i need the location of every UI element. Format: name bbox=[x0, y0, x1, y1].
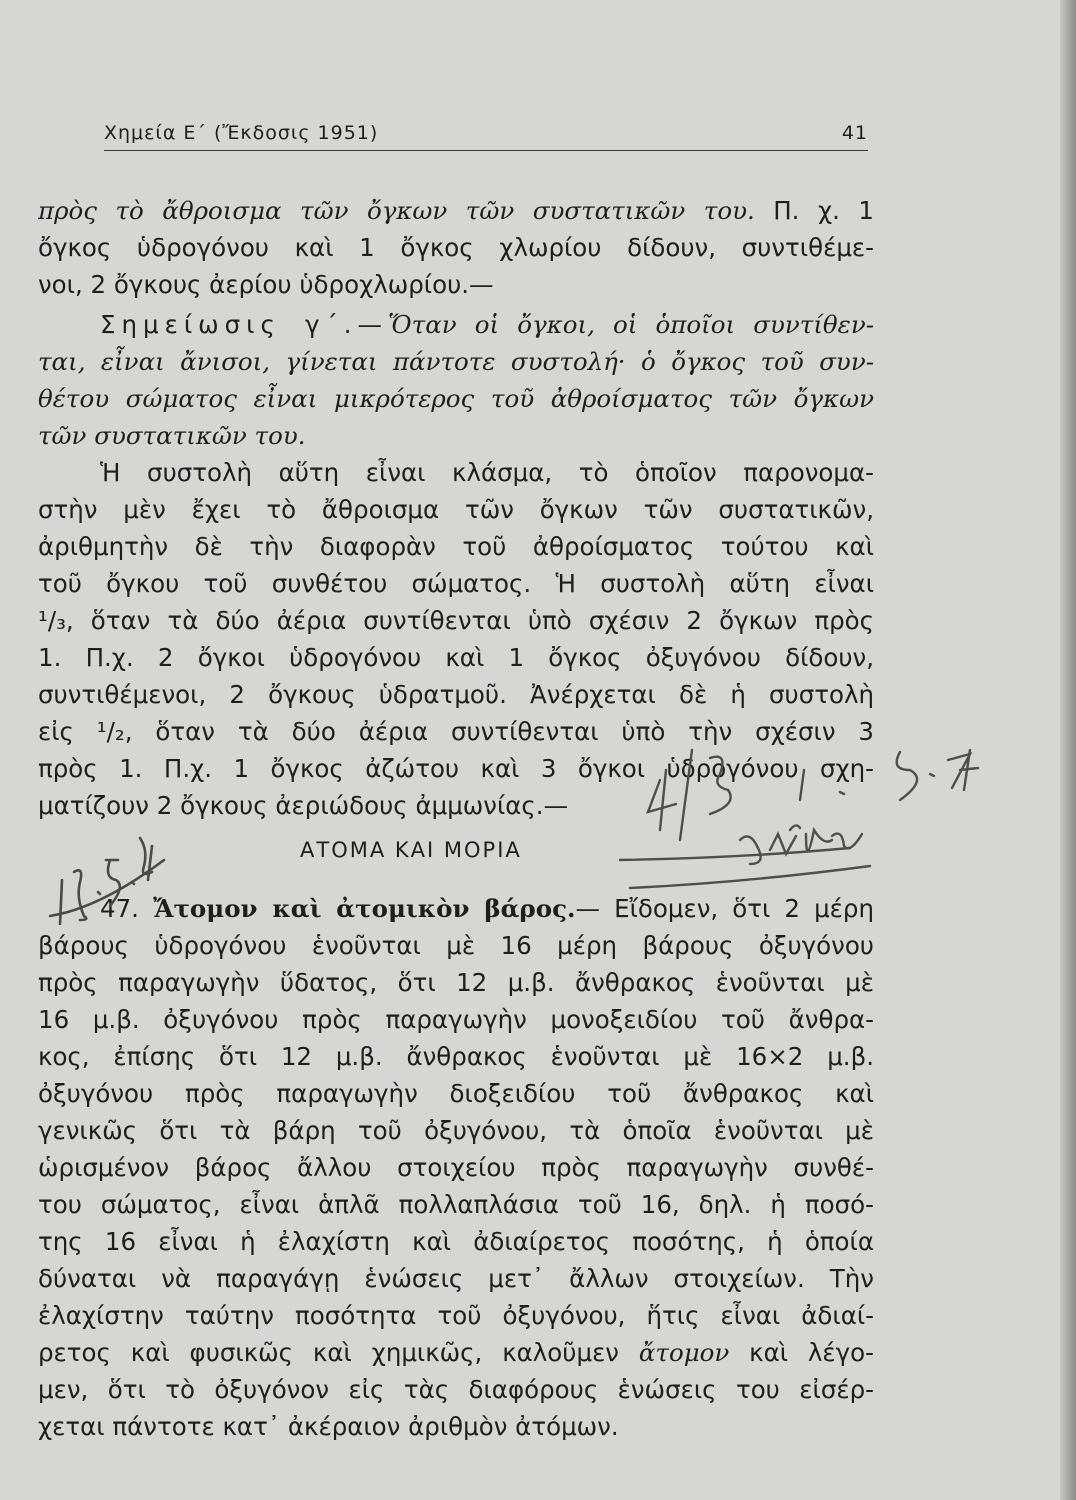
plain-text: Π. χ. 1 bbox=[754, 196, 874, 225]
page-number: 41 bbox=[841, 122, 868, 144]
text-line: ὀξυγόνου πρὸς παραγωγὴν διοξειδίου τοῦ ἄνθρακος καὶ bbox=[38, 1079, 874, 1108]
text-line: της 16 εἶναι ἡ ἐλαχίστη καὶ ἀδιαίρετος ποσότης, ἡ ὁποία bbox=[38, 1227, 874, 1256]
text-line: μεν, ὅτι τὸ ὀξυγόνον εἰς τὰς διαφόρους ἑνώσεις του εἰσέρ- bbox=[38, 1375, 874, 1404]
text-line: νοι, 2 ὄγκους ἀερίου ὑδροχλωρίου.— bbox=[38, 270, 494, 299]
text-line: γενικῶς ὅτι τὰ βάρη τοῦ ὀξυγόνου, τὰ ὁποῖα ἑνοῦνται μὲ bbox=[38, 1116, 874, 1145]
text-line: εἰς ¹/₂, ὅταν τὰ δύο ἀέρια συντίθενται ὑπὸ τὴν σχέσιν 3 bbox=[38, 717, 874, 746]
text-line: 16 μ.β. ὀξυγόνου πρὸς παραγωγὴν μονοξειδίου τοῦ ἄνθρα- bbox=[38, 1005, 874, 1034]
paragraph-continuation bbox=[38, 192, 874, 303]
plain-text: — Εἴδομεν, ὅτι 2 μέρη bbox=[575, 894, 874, 923]
text-line bbox=[38, 890, 874, 927]
text-line: βάρους ὑδρογόνου ἑνοῦνται μὲ 16 μέρη βάρους ὀξυγόνου bbox=[38, 931, 874, 960]
italic-term: ἄτομον bbox=[638, 1338, 730, 1367]
text-line: δύναται νὰ παραγάγῃ ἑνώσεις μετ᾽ ἄλλων στοιχείων. Τὴν bbox=[38, 1264, 874, 1293]
text-line: κος, ἐπίσης ὅτι 12 μ.β. ἄνθρακος ἑνοῦνται μὲ 16×2 μ.β. bbox=[38, 1042, 874, 1071]
text-line: ὄγκος ὑδρογόνου καὶ 1 ὄγκος χλωρίου δίδουν, συντιθέμε- bbox=[38, 233, 874, 262]
text-line: ἀριθμητὴν δὲ τὴν διαφορὰν τοῦ ἀθροίσματος τούτου καὶ bbox=[38, 532, 874, 561]
text-line: θέτου σώματος εἶναι μικρότερος τοῦ ἀθροίσματος τῶν ὄγκων bbox=[38, 384, 874, 413]
text-line: Ἡ συστολὴ αὕτη εἶναι κλάσμα, τὸ ὁποῖον παρονομα- bbox=[100, 458, 874, 487]
text-line: ¹/₃, ὅταν τὰ δύο ἀέρια συντίθενται ὑπὸ σχέσιν 2 ὄγκων πρὸς bbox=[38, 606, 874, 635]
text-line bbox=[38, 306, 874, 343]
text-line: του σώματος, εἶναι ἁπλᾶ πολλαπλάσια τοῦ 16, δηλ. ἡ ποσό- bbox=[38, 1190, 874, 1219]
section-heading: ΑΤΟΜΑ ΚΑΙ ΜΟΡΙΑ bbox=[300, 838, 522, 862]
text-line: πρὸς παραγωγὴν ὕδατος, ὅτι 12 μ.β. ἄνθρακος ἑνοῦνται μὲ bbox=[38, 968, 874, 997]
text-line bbox=[38, 192, 874, 229]
text-line: ὡρισμένον βάρος ἄλλου στοιχείου πρὸς παραγωγὴν συνθέ- bbox=[38, 1153, 874, 1182]
text-line: χεται πάντοτε κατ᾽ ἀκέραιον ἀριθμὸν ἀτόμων. bbox=[38, 1412, 619, 1441]
text-line: πρὸς 1. Π.χ. 1 ὄγκος ἀζώτου καὶ 3 ὄγκοι ὑδρογόνου σχη- bbox=[38, 754, 874, 783]
paragraph-47 bbox=[38, 890, 874, 1445]
page-edge-shadow bbox=[1060, 0, 1076, 1500]
text-line: ται, εἶναι ἄνισοι, γίνεται πάντοτε συστολή· ὁ ὄγκος τοῦ συν- bbox=[38, 347, 874, 376]
text-line: τοῦ ὄγκου τοῦ συνθέτου σώματος. Ἡ συστολὴ αὕτη εἶναι bbox=[38, 569, 874, 598]
text-line: στὴν μὲν ἔχει τὸ ἄθροισμα τῶν ὄγκων τῶν συστατικῶν, bbox=[38, 495, 874, 524]
text-line: ματίζουν 2 ὄγκους ἀεριώδους ἀμμωνίας.— bbox=[38, 791, 569, 820]
note-gamma bbox=[38, 306, 874, 454]
running-head bbox=[104, 118, 868, 151]
header-title: Χημεία Ε΄ (Ἔκδοσις 1951) bbox=[104, 122, 379, 144]
plain-text: ρετος καὶ φυσικῶς καὶ χημικῶς, καλοῦμεν bbox=[38, 1338, 639, 1367]
text-line bbox=[38, 1334, 874, 1371]
text-line: τῶν συστατικῶν του. bbox=[38, 421, 306, 450]
text-line: 1. Π.χ. 2 ὄγκοι ὑδρογόνου καὶ 1 ὄγκος ὀξυγόνου δίδουν, bbox=[38, 643, 874, 672]
section-number: 47. bbox=[100, 894, 139, 923]
note-label: Σημείωσις γ΄.— bbox=[100, 310, 389, 339]
text-line: ἐλαχίστην ταύτην ποσότητα τοῦ ὀξυγόνου, ἥτις εἶναι ἀδιαί- bbox=[38, 1301, 874, 1330]
italic-text: πρὸς τὸ ἄθροισμα τῶν ὄγκων τῶν συστατικῶν του. bbox=[38, 196, 755, 225]
italic-text: Ὅταν οἱ ὄγκοι, οἱ ὁποῖοι συντίθεν- bbox=[388, 310, 874, 339]
text-line: συντιθέμενοι, 2 ὄγκους ὑδρατμοῦ. Ἀνέρχεται δὲ ἡ συστολὴ bbox=[38, 680, 874, 709]
section-title: Ἄτομον καὶ ἀτομικὸν βάρος. bbox=[153, 894, 576, 923]
paragraph-contraction bbox=[38, 454, 874, 824]
plain-text: καὶ λέγο- bbox=[729, 1338, 874, 1367]
